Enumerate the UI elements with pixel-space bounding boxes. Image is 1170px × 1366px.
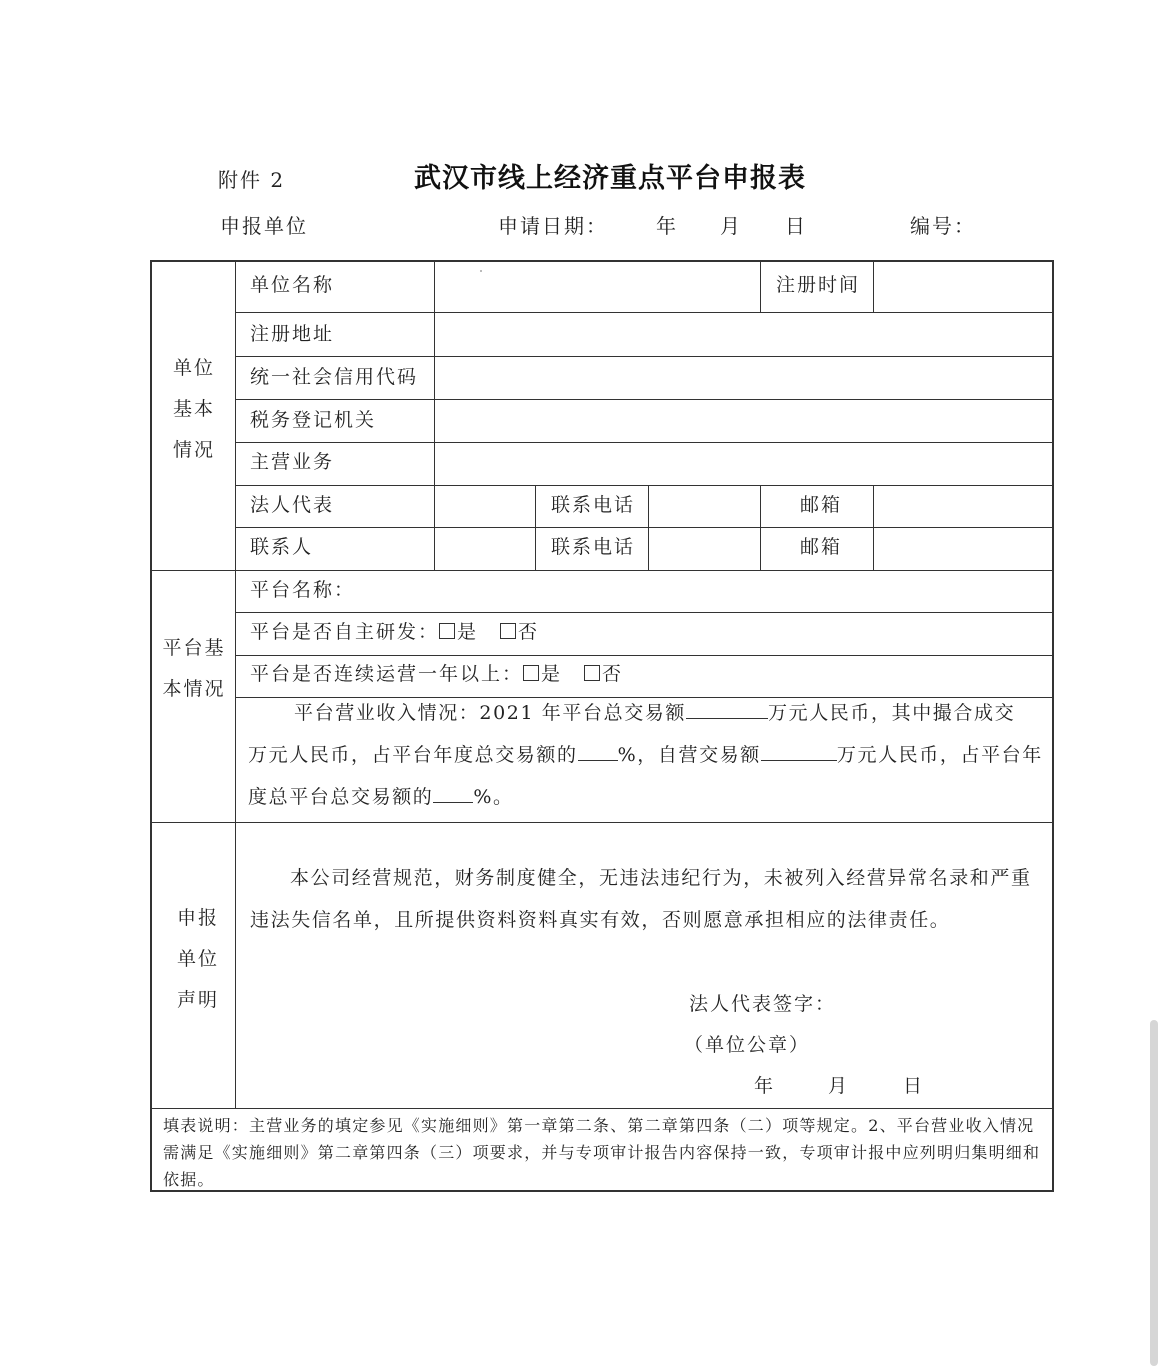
row-divider — [236, 527, 1054, 528]
column-divider — [434, 260, 435, 570]
credit-code-label: 统一社会信用代码 — [250, 366, 419, 388]
row-divider — [236, 356, 1054, 357]
reg-address-label: 注册地址 — [250, 323, 335, 345]
self-operated-share-blank[interactable] — [433, 784, 473, 803]
sign-day-label: 日 — [903, 1075, 925, 1097]
form-instructions: 填表说明：主营业务的填定参见《实施细则》第一章第二条、第二章第四条（二）项等规定。2、平台营业收入情况需满足《实施细则》第二章第四条（三）项要求，并与专项审计报告内容保持一致，专项审计报中应列明归集明细和依据。 — [163, 1116, 1041, 1189]
declaration-text — [250, 857, 1050, 941]
declaration-line: 本公司经营规范，财务制度健全，无违法违纪行为，未被列入经营异常名录和严重 — [290, 867, 1032, 889]
scan-speck — [480, 270, 482, 272]
unit-name-label: 单位名称 — [250, 274, 335, 296]
column-divider — [873, 260, 874, 312]
apply-day-label: 日 — [785, 214, 807, 238]
yes-label: 是 — [457, 621, 479, 643]
self-operated-volume-blank[interactable] — [761, 742, 837, 761]
serial-number-label: 编号： — [910, 214, 976, 238]
yes-label: 是 — [541, 663, 563, 685]
column-divider — [235, 260, 236, 1108]
apply-month-label: 月 — [720, 214, 742, 238]
section-divider — [150, 570, 1054, 571]
operated-year-question — [250, 659, 623, 686]
revenue-text: 万元人民币，占平台年度总交易额的 — [248, 744, 578, 766]
platform-name-label: 平台名称： — [250, 579, 356, 601]
apply-year-label: 年 — [656, 214, 678, 238]
revenue-text: 万元人民币，其中撮合成交 — [768, 702, 1016, 724]
self-developed-yes-checkbox[interactable] — [439, 623, 455, 639]
unit-seal-label: （单位公章） — [684, 1034, 811, 1056]
main-business-label: 主营业务 — [250, 451, 335, 473]
legal-rep-signature-label: 法人代表签字： — [689, 993, 837, 1015]
row-divider — [236, 442, 1054, 443]
revenue-text: 度总平台总交易额的 — [248, 786, 434, 808]
legal-rep-phone-label: 联系电话 — [551, 494, 636, 516]
section-divider — [150, 1108, 1054, 1109]
row-divider — [236, 312, 1054, 313]
self-developed-no-checkbox[interactable] — [500, 623, 516, 639]
column-divider — [760, 260, 761, 312]
matching-share-blank[interactable] — [578, 742, 618, 761]
no-label: 否 — [602, 663, 624, 685]
revenue-text: %。 — [473, 786, 514, 808]
row-divider — [236, 485, 1054, 486]
row-divider — [236, 612, 1054, 613]
form-title: 武汉市线上经济重点平台申报表 — [414, 163, 806, 194]
contact-phone-label: 联系电话 — [551, 536, 636, 558]
revenue-text: %，自营交易额 — [617, 744, 761, 766]
sign-month-label: 月 — [828, 1075, 850, 1097]
revenue-text: 平台营业收入情况：2021 年平台总交易额 — [294, 702, 686, 724]
reg-time-label: 注册时间 — [776, 274, 861, 296]
operated-year-no-checkbox[interactable] — [584, 665, 600, 681]
revenue-text: 万元人民币，占平台年 — [836, 744, 1043, 766]
legal-rep-label: 法人代表 — [250, 494, 335, 516]
contact-label: 联系人 — [250, 536, 314, 558]
operated-year-text: 平台是否连续运营一年以上： — [250, 663, 524, 685]
revenue-paragraph — [248, 692, 1048, 818]
total-volume-blank[interactable] — [686, 700, 768, 719]
column-divider — [873, 485, 874, 570]
operated-year-yes-checkbox[interactable] — [523, 665, 539, 681]
column-divider — [648, 485, 649, 570]
contact-email-label: 邮箱 — [800, 536, 843, 558]
apply-date-label: 申请日期： — [498, 214, 608, 238]
section-divider — [150, 822, 1054, 823]
section-declaration-label: 申报单位声明 — [176, 907, 219, 1011]
tax-office-label: 税务登记机关 — [250, 409, 377, 431]
section-platform-info-label: 平台基本情况 — [162, 637, 226, 700]
column-divider — [760, 485, 761, 570]
legal-rep-email-label: 邮箱 — [800, 494, 843, 516]
row-divider — [236, 399, 1054, 400]
row-divider — [236, 655, 1054, 656]
applicant-label: 申报单位 — [220, 214, 308, 238]
no-label: 否 — [518, 621, 540, 643]
section-basic-info-label: 单位基本情况 — [172, 357, 215, 461]
scrollbar[interactable] — [1150, 1020, 1158, 1366]
declaration-line: 违法失信名单，且所提供资料资料真实有效，否则愿意承担相应的法律责任。 — [250, 909, 951, 931]
self-developed-text: 平台是否自主研发： — [250, 621, 440, 643]
self-developed-question — [250, 617, 539, 644]
attachment-label: 附件 2 — [218, 168, 286, 192]
sign-year-label: 年 — [754, 1075, 776, 1097]
column-divider — [535, 485, 536, 570]
